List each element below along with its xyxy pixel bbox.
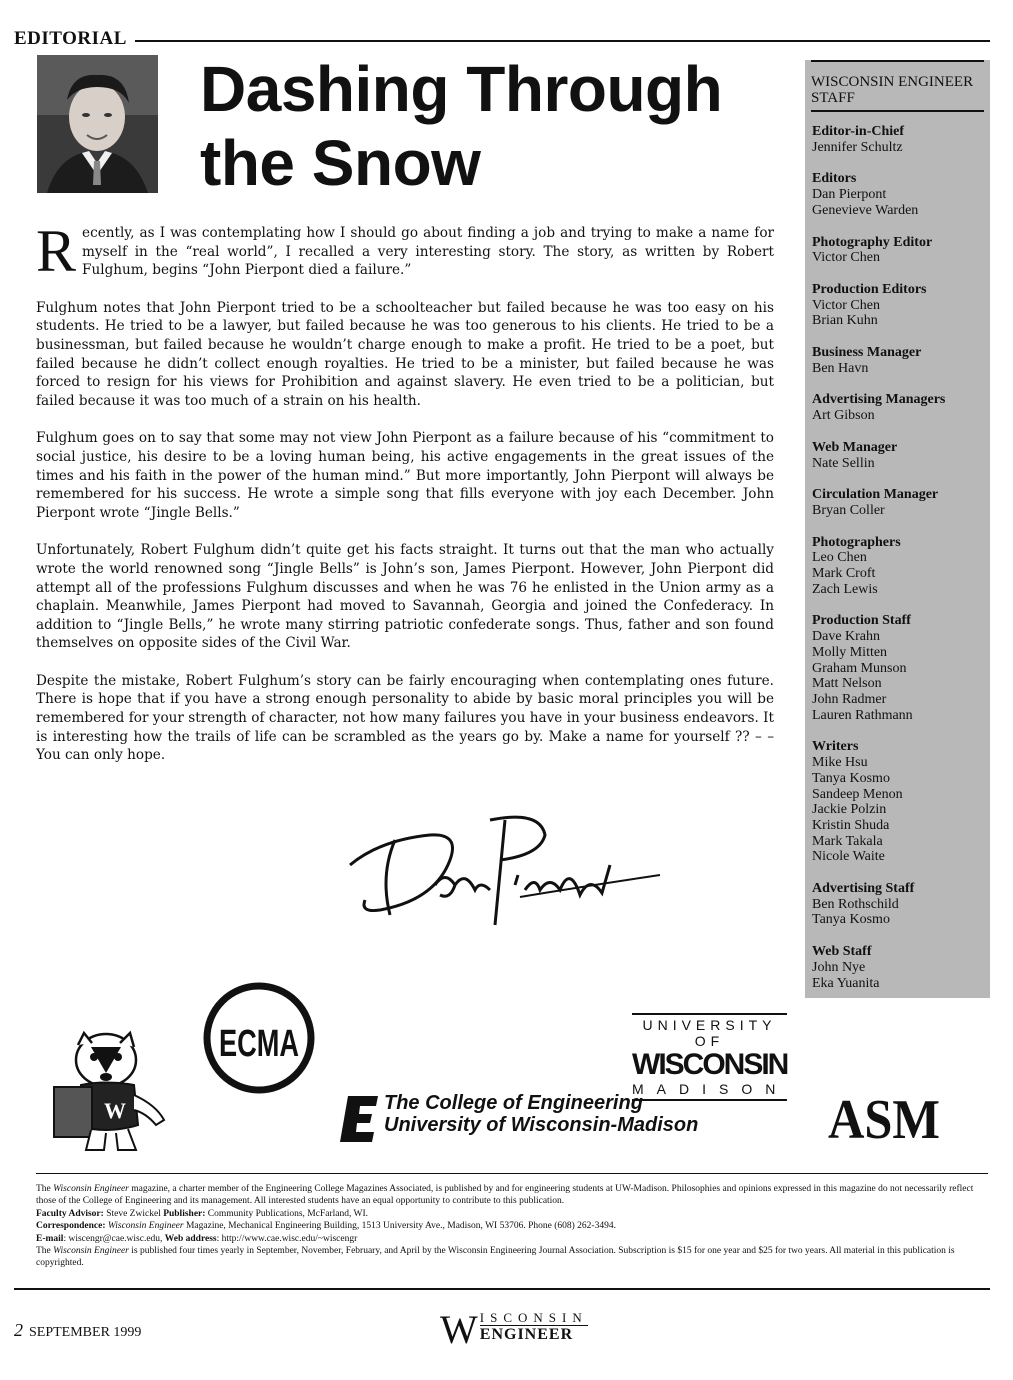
uw-madison-logo: UNIVERSITY OF WISCONSIN MADISON bbox=[632, 1013, 787, 1101]
asm-text: ASM bbox=[828, 1089, 940, 1151]
staff-heading-rule bbox=[811, 110, 984, 112]
staff-member-name: Jackie Polzin bbox=[812, 802, 887, 818]
wisconsin-engineer-logo: W ISCONSIN ENGINEER bbox=[440, 1307, 588, 1352]
headline bbox=[200, 52, 722, 200]
staff-role bbox=[812, 944, 984, 991]
staff-role-spacer bbox=[805, 991, 990, 1007]
fineprint-subscription: The Wisconsin Engineer is published four times yearly in September, November, February, and April by the Wisconsin Engineering Journal Association. Subscription is $15 for one year and $25 for two years. All material in this publication is copyrighted. bbox=[36, 1246, 955, 1269]
article-paragraph: Fulghum notes that John Pierpont tried to be a schoolteacher but failed because he was too easy on his students. He tried to be a lawyer, but failed because he was too generous to his clients. He tried to be a businessman, but failed because he wouldn’t charge enough to make a profit. He tried to be a poet, but failed because he didn’t collect enough royalties. He tried to be a minister, but failed because he was forced to resign for his views for Prohibition and against slavery. He even tried to be a politician, but failed because it was too much of a strain on his health. bbox=[36, 299, 774, 409]
staff-heading: WISCONSIN ENGINEER STAFF bbox=[811, 60, 984, 106]
college-of-engineering-text: The College of Engineering University of Wisconsin-Madison bbox=[384, 1092, 699, 1136]
staff-role-title: Photography Editor bbox=[812, 234, 933, 250]
staff-role-title: Writers bbox=[812, 739, 859, 755]
fineprint-rule bbox=[36, 1173, 988, 1174]
headline-line-1: Dashing Through bbox=[200, 53, 723, 125]
staff-role-spacer bbox=[805, 376, 990, 392]
staff-member-name: Molly Mitten bbox=[812, 644, 888, 660]
staff-member-name: Dave Krahn bbox=[812, 629, 881, 645]
staff-member-name: Ben Rothschild bbox=[812, 896, 899, 912]
fineprint-masthead: The Wisconsin Engineer magazine, a charter member of the Engineering College Magazines Associated, is published by and for engineering students at UW-Madison. Philosophies and opinions expressed in this magazine do not necessarily reflect those of the College of Engineering and its management. All interested students have an equal opportunity to contribute to this publication. bbox=[36, 1184, 974, 1207]
staff-member-name: Art Gibson bbox=[812, 408, 875, 424]
signature bbox=[340, 805, 670, 934]
staff-member-name: Tanya Kosmo bbox=[812, 912, 890, 928]
staff-member-name: Tanya Kosmo bbox=[812, 770, 890, 786]
author-photo bbox=[37, 55, 158, 193]
staff-role-spacer bbox=[805, 329, 990, 345]
section-label: EDITORIAL bbox=[14, 28, 127, 49]
staff-role-spacer bbox=[805, 597, 990, 613]
staff-role-title: Editors bbox=[812, 171, 857, 187]
staff-role bbox=[812, 440, 984, 471]
article-paragraph: Recently, as I was contemplating how I should go about finding a job and trying to make a name for myself in the “real world”, I recalled a very interesting story. The story, as written by Robert Fulghum, begins “John Pierpont died a failure.” bbox=[36, 218, 774, 284]
staff-role-title: Business Manager bbox=[812, 345, 922, 361]
staff-role-spacer bbox=[805, 519, 990, 535]
staff-role bbox=[812, 124, 984, 155]
staff-role-title: Web Manager bbox=[812, 439, 898, 455]
staff-member-name: Ben Havn bbox=[812, 360, 869, 376]
staff-role bbox=[812, 345, 984, 376]
staff-member-name: Victor Chen bbox=[812, 250, 880, 266]
headline-line-2: the Snow bbox=[200, 127, 481, 199]
article-paragraph: Unfortunately, Robert Fulghum didn’t quite get his facts straight. It turns out that the man who actually wrote the world renowned song “Jingle Bells” is John’s son, James Pierpont. However, John Pierpont did attempt all of the professions Fulghum discusses and when he was 76 he enlisted in the Union army as a chaplain. Meanwhile, James Pierpont had moved to Savannah, Georgia and joined the Confederacy. In addition to “Jingle Bells,” he wrote many stirring patriotic confederate songs. Thus, father and son found themselves on opposite sides of the Civil War. bbox=[36, 542, 774, 652]
staff-role bbox=[812, 235, 984, 266]
staff-member-name: Dan Pierpont bbox=[812, 187, 887, 203]
fineprint-contact: E-mail: wiscengr@cae.wisc.edu, Web address: http://www.cae.wisc.edu/~wiscengr bbox=[36, 1233, 358, 1244]
staff-role bbox=[812, 282, 984, 329]
drop-cap: R bbox=[36, 218, 77, 284]
staff-role bbox=[812, 487, 984, 518]
issue-date: SEPTEMBER 1999 bbox=[29, 1325, 142, 1340]
staff-role-title: Advertising Staff bbox=[812, 881, 915, 897]
staff-role-title: Editor-in-Chief bbox=[812, 124, 905, 139]
staff-role-title: Web Staff bbox=[812, 944, 872, 960]
staff-member-name: Genevieve Warden bbox=[812, 202, 919, 218]
staff-role-spacer bbox=[805, 865, 990, 881]
staff-role-title: Production Staff bbox=[812, 613, 911, 629]
staff-role bbox=[812, 881, 984, 928]
staff-sidebar bbox=[805, 60, 990, 998]
staff-role bbox=[812, 535, 984, 598]
staff-member-name: Victor Chen bbox=[812, 297, 880, 313]
staff-role-title: Circulation Manager bbox=[812, 487, 939, 503]
article-paragraph: Fulghum goes on to say that some may not view John Pierpont as a failure because of his “commitment to social justice, his desire to be a loving human being, his active engagements in the great issues of the times and his faith in the power of the human mind.” But more importantly, John Pierpont will always be remembered for his success. He wrote a simple song that fills everyone with joy each December. John Pierpont wrote “Jingle Bells.” bbox=[36, 430, 774, 521]
staff-member-name: Mike Hsu bbox=[812, 755, 868, 771]
staff-role-title: Photographers bbox=[812, 534, 901, 550]
asm-logo bbox=[828, 1082, 946, 1150]
bucky-badger-mascot bbox=[46, 1025, 176, 1159]
fineprint-advisor: Faculty Advisor: Steve Zwickel Publisher: Community Publications, McFarland, WI. bbox=[36, 1208, 369, 1219]
staff-role-spacer bbox=[805, 424, 990, 440]
staff-member-name: Lauren Rathmann bbox=[812, 707, 913, 723]
folio bbox=[14, 1320, 141, 1341]
mascot-w: W bbox=[104, 1098, 126, 1123]
ecma-logo bbox=[203, 982, 315, 1098]
staff-role-spacer bbox=[805, 155, 990, 171]
staff-role-spacer bbox=[805, 266, 990, 282]
staff-member-name: Jennifer Schultz bbox=[812, 139, 903, 155]
staff-role-spacer bbox=[805, 928, 990, 944]
fineprint-correspondence: Correspondence: Wisconsin Engineer Magazine, Mechanical Engineering Building, 1513 University Ave., Madison, WI 53706. Phone (608) 262-3494. bbox=[36, 1221, 616, 1232]
page-number: 2 bbox=[14, 1320, 23, 1340]
staff-role-spacer bbox=[805, 471, 990, 487]
staff-member-name: Mark Croft bbox=[812, 566, 876, 582]
staff-role-title: Production Editors bbox=[812, 281, 927, 297]
article-body bbox=[36, 218, 774, 784]
staff-member-name: Bryan Coller bbox=[812, 502, 885, 518]
staff-member-name: Sandeep Menon bbox=[812, 786, 903, 802]
staff-member-name: Nate Sellin bbox=[812, 455, 875, 471]
staff-member-name: John Nye bbox=[812, 959, 866, 975]
ecma-text: ECMA bbox=[219, 1023, 299, 1065]
staff-roles bbox=[805, 124, 990, 1007]
staff-member-name: Zach Lewis bbox=[812, 581, 878, 597]
staff-role-spacer bbox=[805, 723, 990, 739]
staff-member-name: Mark Takala bbox=[812, 833, 883, 849]
college-of-engineering-mark bbox=[340, 1096, 378, 1146]
staff-role bbox=[812, 739, 984, 865]
staff-member-name: Nicole Waite bbox=[812, 849, 885, 865]
staff-member-name: John Radmer bbox=[812, 691, 887, 707]
staff-role-spacer bbox=[805, 219, 990, 235]
staff-member-name: Kristin Shuda bbox=[812, 817, 890, 833]
staff-role-title: Advertising Managers bbox=[812, 392, 946, 408]
fineprint bbox=[36, 1183, 988, 1270]
staff-role bbox=[812, 392, 984, 423]
header-rule bbox=[135, 40, 990, 42]
staff-role bbox=[812, 171, 984, 218]
staff-member-name: Matt Nelson bbox=[812, 676, 882, 692]
staff-member-name: Leo Chen bbox=[812, 550, 867, 566]
footer-rule bbox=[14, 1288, 990, 1290]
staff-role bbox=[812, 613, 984, 723]
staff-member-name: Brian Kuhn bbox=[812, 313, 878, 329]
staff-member-name: Graham Munson bbox=[812, 660, 907, 676]
staff-member-name: Eka Yuanita bbox=[812, 975, 880, 991]
article-paragraph: Despite the mistake, Robert Fulghum’s story can be fairly encouraging when contemplating ones future. There is hope that if you have a strong enough personality to abide by basic moral principles you will be remembered for your strength of character, not how many failures you have in your business endeavors. It is interesting how the trails of life can be scrambled as the years go by. Make a name for yourself ?? – – You can only hope. bbox=[36, 672, 774, 764]
